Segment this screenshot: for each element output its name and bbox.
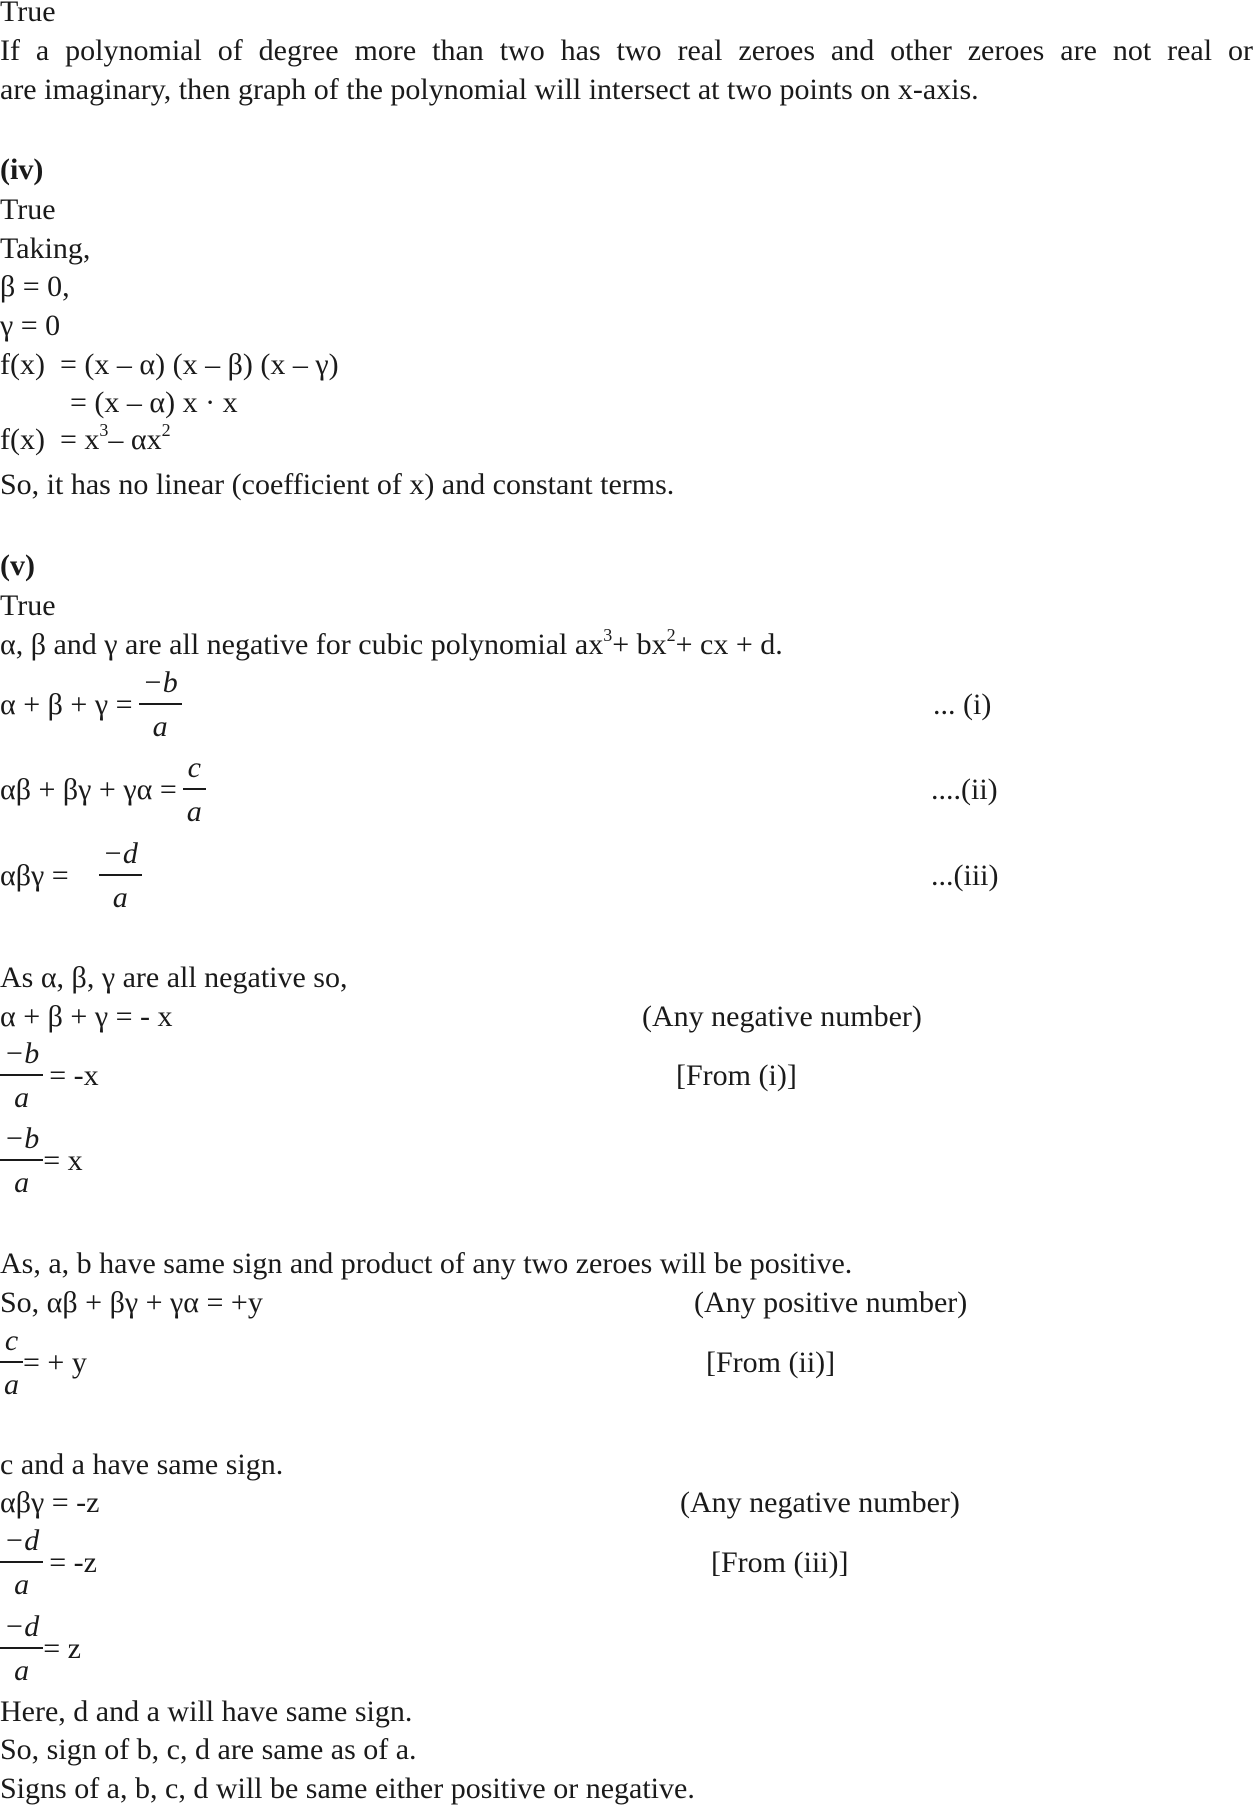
fraction-bar: [0, 1159, 43, 1161]
equation-ii: [0, 748, 212, 832]
text-line: As, a, b have same sign and product of any two zeroes will be positive.: [0, 1247, 853, 1280]
eq-text: f(x) = x: [0, 423, 100, 456]
text-line: γ = 0: [0, 309, 61, 342]
note: [From (i)]: [676, 1059, 797, 1092]
text-line: So, it has no linear (coefficient of x) and constant terms.: [0, 468, 675, 501]
fraction-bar: [139, 703, 182, 705]
verdict-text: True: [0, 589, 56, 622]
equation-line: f(x) = (x – α) (x – β) (x – γ): [0, 348, 339, 381]
equation-line: [0, 1119, 83, 1203]
fraction-bar: [0, 1361, 23, 1363]
verdict-text: True: [0, 193, 56, 226]
fraction-bar: [0, 1647, 43, 1649]
fraction-bar: [99, 874, 142, 876]
note: [From (ii)]: [706, 1346, 836, 1379]
denominator: a: [152, 710, 168, 743]
denominator: a: [14, 1166, 30, 1199]
text-line: c and a have same sign.: [0, 1448, 284, 1481]
denominator: a: [112, 881, 128, 914]
eq-text: – αx: [108, 423, 162, 456]
note: (Any positive number): [694, 1286, 968, 1319]
fraction: [0, 1036, 43, 1116]
equation-i: [0, 663, 188, 747]
numerator: −d: [4, 1524, 40, 1557]
section-heading-iv: (iv): [0, 153, 44, 186]
text-line: β = 0,: [0, 270, 70, 303]
superscript: 2: [161, 420, 171, 440]
text-line: Here, d and a will have same sign.: [0, 1695, 413, 1728]
eq-rhs: = x: [43, 1144, 83, 1177]
equation-tag: ...(iii): [931, 859, 999, 892]
section-heading-v: (v): [0, 549, 35, 582]
denominator: a: [14, 1654, 30, 1687]
note: (Any negative number): [680, 1486, 960, 1519]
text-line: So, sign of b, c, d are same as of a.: [0, 1733, 417, 1766]
superscript: 3: [603, 625, 613, 645]
equation-line: [0, 1034, 99, 1118]
eq-lhs: α + β + γ =: [0, 688, 133, 721]
text-line: [0, 627, 783, 663]
paragraph-line: are imaginary, then graph of the polynomial will intersect at two points on x-axis.: [0, 73, 979, 106]
paragraph-line: If a polynomial of degree more than two has two real zeroes and other zeroes are not real or: [0, 34, 1253, 67]
equation-tag: ....(ii): [931, 773, 998, 806]
fraction: [99, 836, 142, 916]
fraction: [0, 1323, 23, 1403]
equation-line: [0, 422, 171, 458]
numerator: c: [187, 751, 201, 784]
fraction: [0, 1609, 43, 1689]
equation-tag: ... (i): [933, 688, 992, 721]
eq-rhs: = z: [43, 1632, 81, 1665]
denominator: a: [4, 1368, 19, 1401]
fraction-bar: [0, 1074, 43, 1076]
numerator: −b: [4, 1122, 40, 1155]
fraction-bar: [183, 788, 206, 790]
superscript: 2: [666, 625, 676, 645]
denominator: a: [14, 1568, 30, 1601]
text-line: As α, β, γ are all negative so,: [0, 961, 348, 994]
note: (Any negative number): [642, 1000, 922, 1033]
text-line: Signs of a, b, c, d will be same either positive or negative.: [0, 1772, 695, 1805]
equation-line: [0, 1321, 87, 1405]
equation-line: α + β + γ = - x: [0, 1000, 173, 1033]
equation-line: αβγ = -z: [0, 1486, 100, 1519]
eq-text: + cx + d.: [675, 628, 783, 661]
denominator: a: [186, 795, 202, 828]
fraction-bar: [0, 1561, 43, 1563]
note: [From (iii)]: [711, 1546, 849, 1579]
numerator: −d: [102, 837, 138, 870]
eq-lhs: αβ + βγ + γα =: [0, 773, 177, 806]
eq-text: α, β and γ are all negative for cubic polynomial ax: [0, 628, 604, 661]
numerator: −b: [142, 666, 178, 699]
eq-text: + bx: [612, 628, 667, 661]
eq-rhs: = -x: [49, 1059, 99, 1092]
denominator: a: [14, 1081, 30, 1114]
fraction: [0, 1523, 43, 1603]
numerator: c: [4, 1324, 19, 1357]
fraction: [183, 750, 206, 830]
numerator: −b: [4, 1037, 40, 1070]
eq-rhs: = + y: [23, 1346, 87, 1379]
equation-line: [0, 1521, 97, 1605]
text-line: Taking,: [0, 232, 91, 265]
numerator: −d: [4, 1610, 40, 1643]
equation-line: [0, 1607, 81, 1691]
verdict-text: True: [0, 0, 56, 28]
superscript: 3: [99, 420, 109, 440]
eq-rhs: = -z: [49, 1546, 97, 1579]
fraction: [139, 665, 182, 745]
equation-line: = (x – α) x · x: [70, 386, 238, 419]
equation-line: So, αβ + βγ + γα = +y: [0, 1286, 263, 1319]
equation-iii: [0, 834, 148, 918]
eq-lhs: αβγ =: [0, 859, 69, 892]
fraction: [0, 1121, 43, 1201]
